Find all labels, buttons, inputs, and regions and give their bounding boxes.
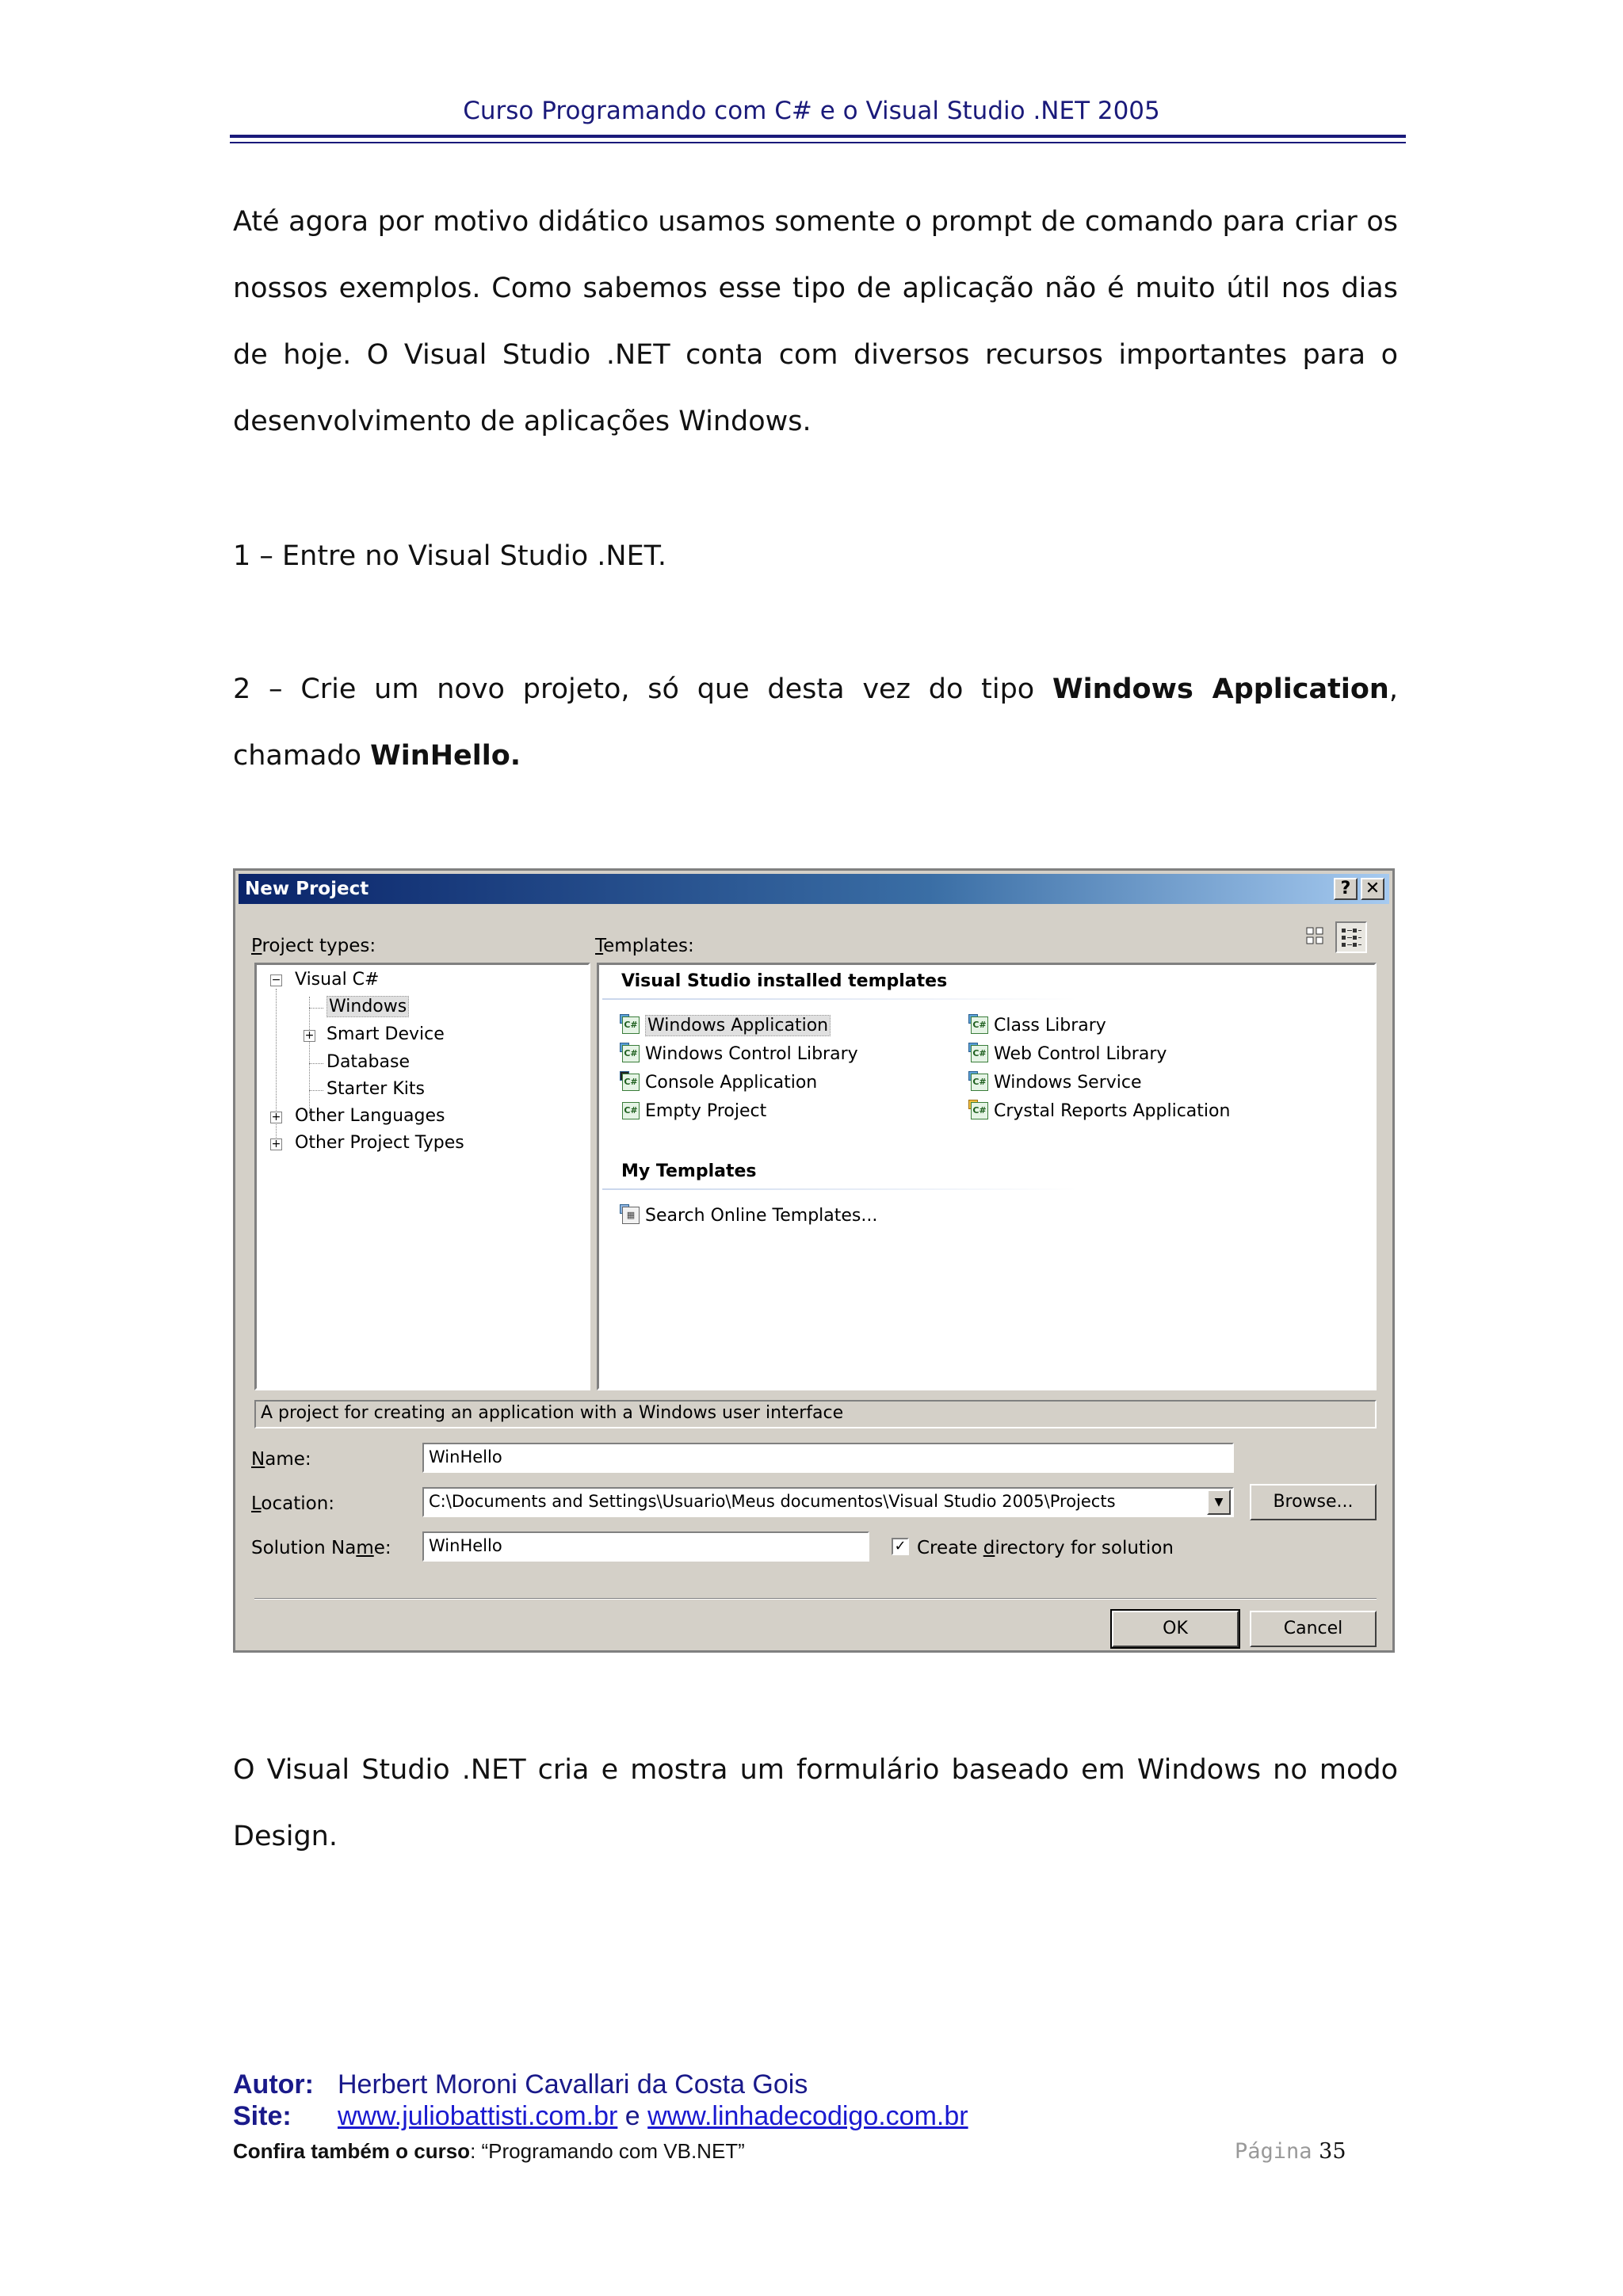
my-templates-heading: My Templates <box>621 1161 757 1181</box>
tree-line <box>309 1008 323 1009</box>
intro-line-4: desenvolvimento de aplicações Windows. <box>233 406 812 437</box>
crystal-reports-icon: C# <box>968 1100 991 1122</box>
site-link-juliobattisti[interactable]: www.juliobattisti.com.br <box>338 2101 618 2131</box>
dialog-titlebar <box>239 874 1389 904</box>
small-icons-view-icon[interactable] <box>1335 921 1367 953</box>
step-1 <box>233 523 1398 589</box>
location-input[interactable]: C:\Documents and Settings\Usuario\Meus documentos\Visual Studio 2005\Projects <box>422 1487 1234 1517</box>
author-name: Herbert Moroni Cavallari da Costa Gois <box>338 2069 808 2100</box>
tree-line <box>309 1090 323 1091</box>
project-types-tree[interactable] <box>254 963 590 1390</box>
site-links: www.juliobattisti.com.br e www.linhadecodigo.com.br <box>338 2101 968 2131</box>
ok-button[interactable]: OK <box>1112 1611 1239 1647</box>
template-empty-project[interactable]: C# Empty Project <box>620 1100 766 1122</box>
template-windows-service[interactable]: C# Windows Service <box>968 1071 1142 1093</box>
tree-line <box>309 1063 323 1064</box>
close-button[interactable]: ✕ <box>1361 878 1384 900</box>
cancel-button[interactable]: Cancel <box>1250 1611 1377 1647</box>
step-2-text: 2 – Crie um novo projeto, só que desta vez do tipo <box>233 673 1052 705</box>
intro-paragraph <box>233 189 1398 455</box>
chevron-down-icon[interactable]: ▼ <box>1207 1489 1231 1515</box>
templates-label: Templates: <box>595 936 694 956</box>
closing-line-1: O Visual Studio .NET cria e mostra um formulário baseado em Windows no modo <box>233 1754 1398 1786</box>
name-label: Name: <box>251 1449 311 1470</box>
page-number: Página 35 <box>1235 2139 1346 2164</box>
site-link-linhadecodigo[interactable]: www.linhadecodigo.com.br <box>647 2101 968 2131</box>
section-divider <box>602 1188 1078 1190</box>
course-note: Confira também o curso: “Programando com VB.NET” <box>233 2139 745 2163</box>
header-rule-thin <box>230 142 1406 143</box>
name-input[interactable]: WinHello <box>422 1443 1234 1473</box>
template-console-application[interactable]: C# Console Application <box>620 1071 817 1093</box>
csharp-form-icon: C# <box>620 1014 642 1036</box>
step-2-comma: , <box>1388 673 1398 705</box>
new-project-dialog <box>233 868 1395 1653</box>
step-2-line-1 <box>233 656 1398 723</box>
step-2-prefix: chamado <box>233 740 371 772</box>
csharp-empty-icon: C# <box>620 1100 642 1122</box>
button-separator-highlight <box>254 1599 1377 1600</box>
header-title: Curso Programando com C# e o Visual Studio .NET 2005 <box>463 97 1160 125</box>
tree-item-other-project-types[interactable]: Other Project Types <box>295 1133 464 1153</box>
create-directory-label: Create directory for solution <box>917 1538 1174 1558</box>
expand-icon[interactable]: + <box>304 1029 315 1042</box>
csharp-web-control-icon: C# <box>968 1043 991 1065</box>
template-windows-control-library[interactable]: C# Windows Control Library <box>620 1043 858 1065</box>
expand-icon[interactable]: + <box>271 1111 281 1123</box>
installed-templates-heading: Visual Studio installed templates <box>621 971 948 991</box>
step-2-line-2 <box>233 723 1398 789</box>
template-class-library[interactable]: C# Class Library <box>968 1014 1106 1036</box>
template-windows-application[interactable]: C# Windows Application <box>620 1014 831 1036</box>
solution-name-input[interactable]: WinHello <box>422 1531 869 1562</box>
tree-item-visual-csharp[interactable]: Visual C# <box>295 970 380 990</box>
solution-name-label: Solution Name: <box>251 1538 391 1558</box>
tree-item-starter-kits[interactable]: Starter Kits <box>327 1079 425 1099</box>
csharp-control-icon: C# <box>620 1043 642 1065</box>
tree-item-smart-device[interactable]: Smart Device <box>327 1024 445 1044</box>
intro-line-1: Até agora por motivo didático usamos somente o prompt de comando para criar os <box>233 206 1398 238</box>
template-description: A project for creating an application with a Windows user interface <box>254 1400 1377 1428</box>
template-web-control-library[interactable]: C# Web Control Library <box>968 1043 1167 1065</box>
tree-line <box>309 997 310 1116</box>
dialog-title: New Project <box>245 879 369 899</box>
browse-button[interactable]: Browse... <box>1250 1484 1377 1520</box>
tree-item-windows[interactable]: Windows <box>327 997 409 1016</box>
site-label: Site: <box>233 2101 292 2131</box>
expand-icon[interactable]: + <box>271 1138 281 1150</box>
intro-line-3: de hoje. O Visual Studio .NET conta com diversos recursos importantes para o <box>233 339 1398 371</box>
tree-item-other-languages[interactable]: Other Languages <box>295 1106 445 1126</box>
step-1-text: 1 – Entre no Visual Studio .NET. <box>233 540 667 572</box>
csharp-library-icon: C# <box>968 1014 991 1036</box>
author-label: Autor: <box>233 2069 314 2100</box>
tree-item-database[interactable]: Database <box>327 1052 410 1072</box>
section-divider <box>602 998 1078 1000</box>
help-button[interactable]: ? <box>1334 878 1358 900</box>
search-online-templates[interactable]: ▦ Search Online Templates... <box>620 1204 877 1226</box>
large-icons-view-icon[interactable] <box>1300 921 1332 953</box>
collapse-icon[interactable]: − <box>271 974 281 986</box>
closing-line-2: Design. <box>233 1821 338 1852</box>
project-types-label: Project types: <box>251 936 376 956</box>
header-rule <box>230 135 1406 138</box>
closing-paragraph <box>233 1737 1398 1870</box>
csharp-console-icon: C# <box>620 1071 642 1093</box>
template-crystal-reports[interactable]: C# Crystal Reports Application <box>968 1100 1230 1122</box>
intro-line-2: nossos exemplos. Como sabemos esse tipo de aplicação não é muito útil nos dias <box>233 273 1398 304</box>
csharp-service-icon: C# <box>968 1071 991 1093</box>
search-online-icon: ▦ <box>620 1204 642 1226</box>
location-label: Location: <box>251 1493 335 1514</box>
step-2-bold-type: Windows Application <box>1052 673 1389 705</box>
create-directory-checkbox[interactable]: ✓ <box>892 1538 909 1555</box>
step-2-bold-name: WinHello. <box>370 740 521 772</box>
step-2 <box>233 656 1398 789</box>
templates-list[interactable] <box>597 963 1377 1390</box>
